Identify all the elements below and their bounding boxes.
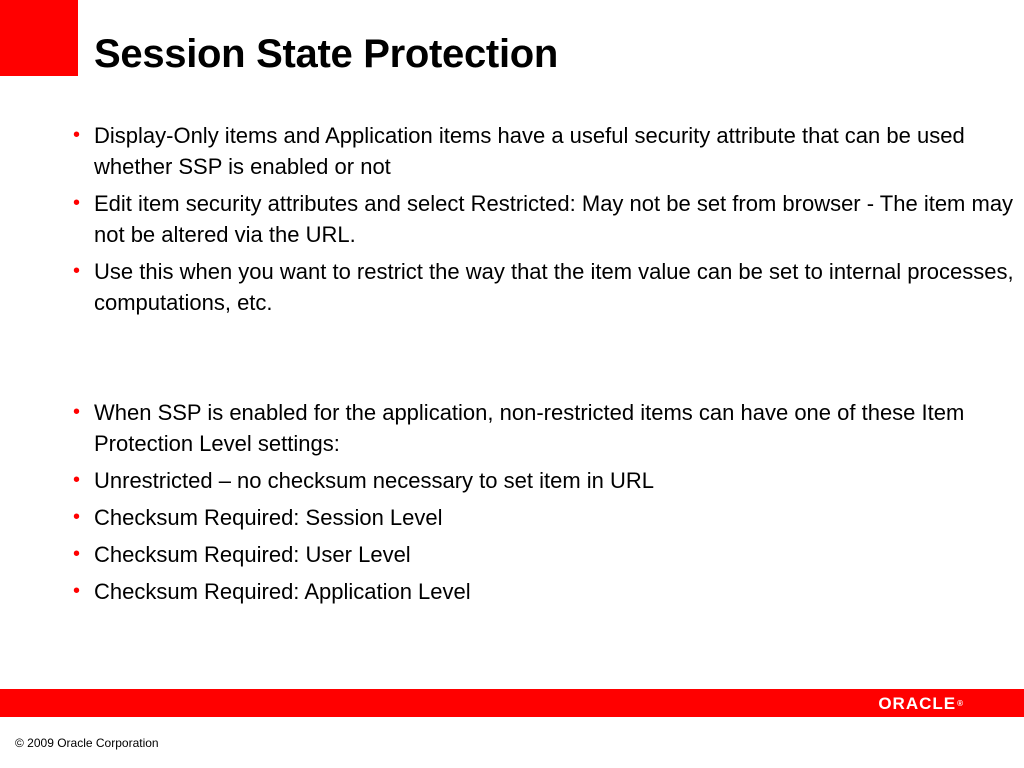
bullet-item: • Checksum Required: User Level <box>66 539 1016 570</box>
bullet-item: • Checksum Required: Application Level <box>66 576 1016 607</box>
bullet-list-protection-levels <box>66 397 1016 613</box>
title-accent-block <box>0 0 78 76</box>
bullet-item: • Display-Only items and Application items have a useful security attribute that can be used whether SSP is enabled or not <box>66 120 1016 182</box>
bullet-item: • When SSP is enabled for the application, non-restricted items can have one of these Item Protection Level settings: <box>66 397 1016 459</box>
bullet-item: • Checksum Required: Session Level <box>66 502 1016 533</box>
oracle-logo-text: ORACLE <box>878 694 957 713</box>
bullet-item: • Edit item security attributes and select Restricted: May not be set from browser - The item may not be altered via the URL. <box>66 188 1016 250</box>
footer-band <box>0 689 1024 717</box>
bullet-list-primary <box>66 120 1016 324</box>
slide-title: Session State Protection <box>94 32 559 76</box>
registered-mark: ® <box>957 699 964 708</box>
copyright-notice: © 2009 Oracle Corporation <box>15 736 159 750</box>
bullet-item: • Unrestricted – no checksum necessary to set item in URL <box>66 465 1016 496</box>
bullet-item: • Use this when you want to restrict the way that the item value can be set to internal processes, computations, etc. <box>66 256 1016 318</box>
oracle-logo <box>878 695 964 712</box>
